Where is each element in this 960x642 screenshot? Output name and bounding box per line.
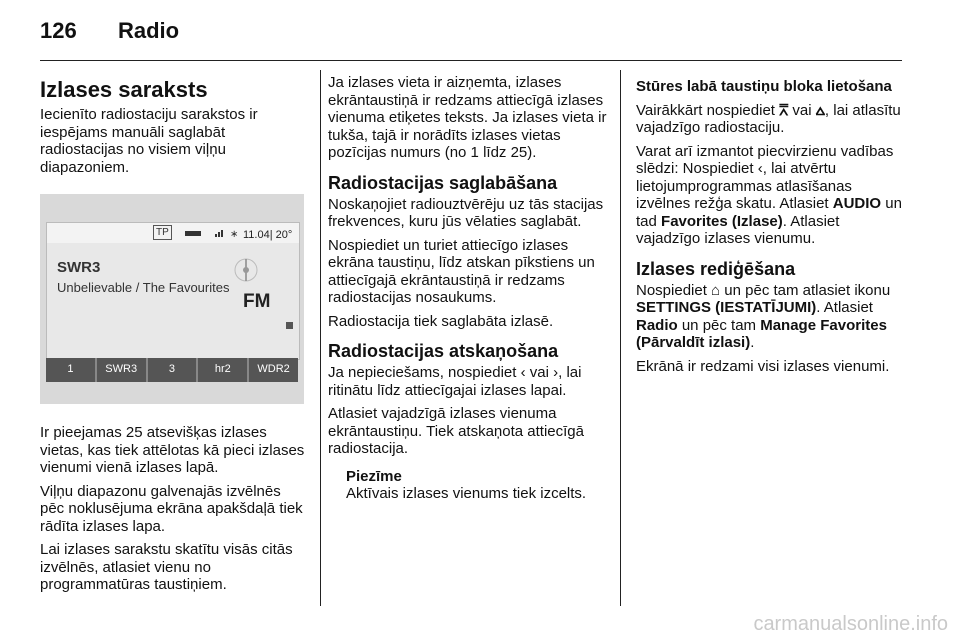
- column-3: [636, 74, 906, 381]
- page-number: 126: [40, 18, 77, 43]
- favourite-slot-2[interactable]: SWR3: [97, 358, 148, 382]
- paragraph: Ja izlases vieta ir aizņemta, izlases ekrāntaustiņā ir redzams attiecīgā izlases vienuma etiķetes teksts. Ja izlases vieta ir tukša, tajā ir norādīts izlases vietas pozīcijas numurs (no 1 līdz 25).: [328, 74, 607, 161]
- text: , lai atvērtu lietojumprogrammas atlasīšanas izvēlnes režģa skatu. Atlasiet: [636, 160, 852, 212]
- band-label: FM: [243, 291, 271, 312]
- text: vai: [788, 101, 816, 119]
- subheading-steering-controls: Stūres labā taustiņu bloka lietošana: [636, 78, 892, 95]
- paragraph: Ja nepieciešams, nospiediet ‹ vai ›, lai ritinātu līdz attiecīgajai izlases lapai.: [328, 364, 582, 399]
- favourite-slot-3[interactable]: 3: [148, 358, 199, 382]
- text: un pēc tam atlasiet ikonu: [720, 281, 891, 299]
- steering-down-icon: ⩟: [815, 101, 825, 119]
- paragraph: Ekrānā ir redzami visi izlases vienumi.: [636, 357, 890, 375]
- text: , lai atlasītu vajadzīgo radiostaciju.: [636, 101, 901, 136]
- watermark-url: carmanualsonline.info: [753, 613, 948, 635]
- signal-icon: [215, 229, 225, 237]
- home-icon: ⌂: [711, 281, 721, 299]
- text: . Atlasiet vajadzīgo izlases vienumu.: [636, 212, 840, 247]
- antenna-icon: [233, 257, 259, 283]
- column-1: [40, 74, 308, 600]
- battery-icon: [185, 231, 201, 236]
- paragraph: [636, 143, 906, 248]
- tp-badge: TP: [153, 225, 172, 240]
- heading-editing-favourites: Izlases rediģēšana: [636, 258, 796, 279]
- favourite-slot-1[interactable]: 1: [46, 358, 97, 382]
- infotainment-screen-figure: [40, 194, 304, 404]
- radio-text: Unbelievable / The Favourites: [57, 280, 230, 295]
- scroll-indicator: [286, 322, 293, 329]
- text: un tad: [636, 195, 902, 230]
- text: Varat arī izmantot piecvirzienu vadības slēdzi: Nospiediet: [636, 142, 894, 177]
- audio-label: AUDIO: [832, 195, 882, 212]
- radio-screen: [46, 222, 300, 360]
- header-divider: [40, 60, 902, 61]
- heading-favourites-list: Izlases saraksts: [40, 77, 208, 102]
- manage-favorites-label: Manage Favorites (Pārvaldīt izlasi): [636, 316, 887, 351]
- favourite-slot-4[interactable]: hr2: [198, 358, 249, 382]
- heading-storing-station: Radiostacijas saglabāšana: [328, 172, 558, 193]
- paragraph: Lai izlases sarakstu skatītu visās citās izvēlnēs, atlasiet vienu no programmatūras taustiņiem.: [40, 541, 293, 593]
- favourite-slot-5[interactable]: WDR2: [257, 363, 290, 376]
- paragraph: Nospiediet un turiet attiecīgo izlases ekrāna taustiņu, līdz atskan pīkstiens un attiecīgajā ekrāntaustiņā ir redzams radiostacijas nosaukums.: [328, 236, 595, 306]
- column-2: [328, 74, 608, 503]
- paragraph: [636, 102, 906, 137]
- settings-label: SETTINGS (IESTATĪJUMI): [636, 299, 817, 316]
- favourites-bar: [46, 358, 298, 382]
- chevron-left-icon: ‹: [757, 160, 763, 177]
- paragraph: Atlasiet vajadzīgā izlases vienuma ekrāntaustiņu. Tiek atskaņota attiecīgā radiostacija.: [328, 405, 584, 457]
- heading-retrieving-station: Radiostacijas atskaņošana: [328, 341, 559, 361]
- status-bar: [47, 223, 299, 243]
- note-box: [328, 468, 608, 503]
- text: . Atlasiet: [816, 299, 873, 316]
- column-divider-2: [620, 70, 621, 606]
- paragraph: Viļņu diapazonu galvenajās izvēlnēs pēc noklusējuma ekrāna apakšdaļā tiek rādīta izlases lapa.: [40, 482, 303, 535]
- paragraph: Noskaņojiet radiouztvērēju uz tās stacijas frekvences, kuru jūs vēlaties saglabāt.: [328, 195, 604, 230]
- bluetooth-icon: ∗: [230, 229, 239, 240]
- note-text: Aktīvais izlases vienums tiek izcelts.: [346, 485, 587, 502]
- text: Nospiediet: [636, 281, 712, 299]
- station-name: SWR3: [57, 259, 101, 276]
- text: .: [750, 334, 755, 351]
- column-divider-1: [320, 70, 321, 606]
- favorites-label: Favorites (Izlase): [661, 212, 783, 230]
- paragraph: Ir pieejamas 25 atsevišķas izlases vietas, kas tiek attēlotas kā pieci izlases vienumi vienā izlases lapā.: [40, 424, 305, 476]
- section-title: Radio: [118, 18, 180, 43]
- steering-up-icon: ⩞: [779, 101, 789, 119]
- note-title: Piezīme: [346, 467, 402, 485]
- text: un pēc tam: [677, 316, 761, 334]
- paragraph: Radiostacija tiek saglabāta izlasē.: [328, 312, 554, 330]
- radio-label: Radio: [636, 316, 678, 334]
- time-temperature: 11.04| 20°: [243, 229, 293, 241]
- text: Vairākkārt nospiediet: [636, 101, 780, 119]
- intro-paragraph: Iecienīto radiostaciju sarakstos ir iespējams manuāli saglabāt radiostacijas no visiem viļņu diapazoniem.: [40, 106, 258, 176]
- paragraph: [636, 282, 906, 352]
